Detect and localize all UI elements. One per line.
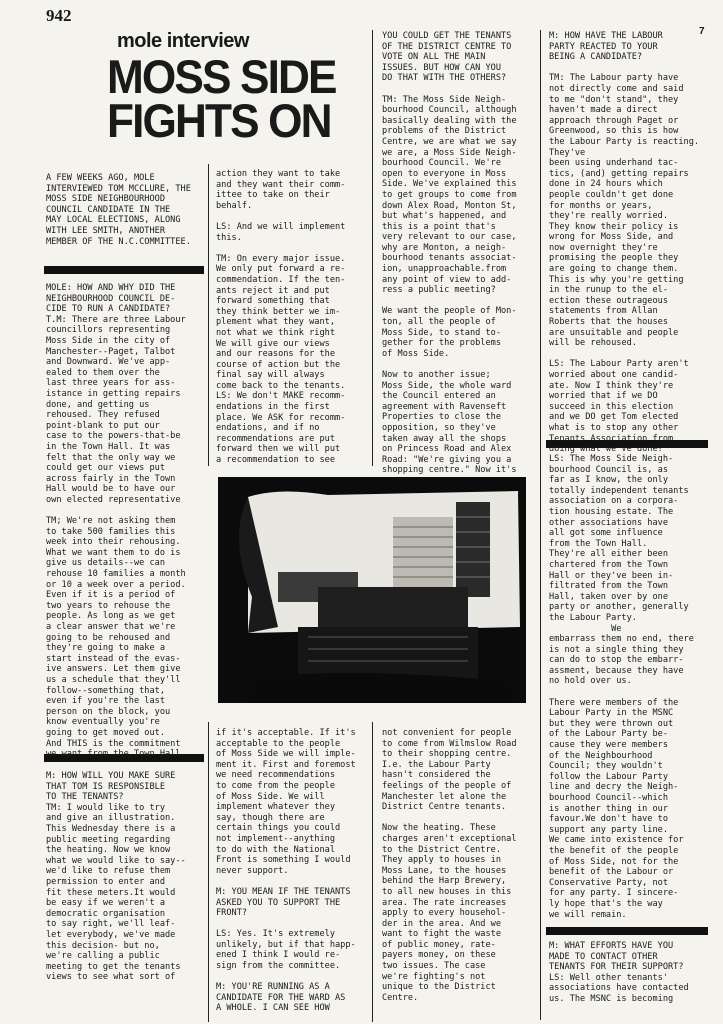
column-4-middle-text: LS: The Moss Side Neigh- bourhood Council is, as far as I know, the only totally independent tenants association on a corpora- tion housing estate. The other associations have all got some influence from the Town Hall. They're all either been chartered from the Town Hall or they've been in- filtrated from the Town Hall, taken over by one party or another, generally the Labour Party. We embarrass them no end, there is not a single thing they can do to stop the embarr- assment, because they have no hold over us. There were members of the Labour Party in the MSNC but they were thrown out of the Labour Party be- cause they were members of the Neighbourhood Council; they wouldn't follow the Labour Party line and decry the Neigh- bourhood Council--which is another thing in our favour.We don't have to support any party line. We came into existence for the benefit of the people of Moss Side, not for the benefit of the Labour or Conservative Party, not for any party. I sincere- ly hope that's the way we will remain. [549, 454, 694, 920]
section-bar [546, 927, 708, 935]
headline-line-2: FIGHTS ON [107, 94, 331, 147]
column-3-bottom-text: not convenient for people to come from Wilmslow Road to their shopping centre. I.e. the Labour Party hasn't considered the feelings of the people of Manchester let alone the District Centre tenants. Now the heating. These charges aren't exceptional to the District Centre. They apply to houses in Moss Lane, to the houses behind the Harp Brewery, to all new houses in this area. The rate increases apply to every househol- der in the area. And we want to fight the waste of public money, rate- payers money, on these two issues. The case we're fighting's not unique to the District Centre. [382, 728, 517, 1003]
tower-blocks-photo [218, 477, 526, 703]
column-1-bottom-text: M: HOW WILL YOU MAKE SURE THAT TOM IS RESPONSIBLE TO THE TENANTS? TM: I would like to try and give an illustration. This Wednesday there is a public meeting regarding the heating. Now we know what we would like to say-- we'd like to refuse them permission to enter and fit these meters.It would be easy if we weren't a democratic organisation to say right, we'll leaf- let everybody, we've made this decision- but no, we're calling a public meeting to get the tenants views to see what sort of [46, 771, 186, 983]
section-bar [44, 266, 204, 274]
headline-kicker: mole interview [117, 30, 249, 52]
column-rule [372, 722, 373, 1022]
photo-drawing [218, 477, 526, 703]
page-number: 942 [46, 6, 72, 25]
intro-text: A FEW WEEKS AGO, MOLE INTERVIEWED TOM MCCLURE, THE MOSS SIDE NEIGHBOURHOOD COUNCIL CANDIDATE IN THE MAY LOCAL ELECTIONS, ALONG WITH LEE SMITH, ANOTHER MEMBER OF THE N.C.COMMITTEE. [46, 173, 191, 247]
column-rule [208, 722, 209, 1022]
headline-line-1: MOSS SIDE [107, 50, 336, 103]
column-2-top-text: action they want to take and they want their comm- ittee to take on their behalf. LS: And we will implement this. TM: On every major issue. We only put forward a re- commendation. If the ten- ants reject it and put forward something that they think better we im- plement what they want, not what we think right We will give our views and our reasons for the course of action but the final say will always come back to the tenants. LS: We don't MAKE recomm- endations in the first place. We ASK for recomm- endations, and if no recommendations are put forward then we will put a recommendation to see [216, 169, 346, 466]
column-4-bottom-text: M: WHAT EFFORTS HAVE YOU MADE TO CONTACT OTHER TENANTS FOR THEIR SUPPORT? LS: Well other tenants' associations have contacted us. The MSNC is becoming [549, 941, 689, 1004]
column-rule [208, 164, 209, 466]
column-1-top-text: MOLE: HOW AND WHY DID THE NEIGHBOURHOOD COUNCIL DE- CIDE TO RUN A CANDIDATE? T.M: There are three Labour councillors representing Moss Side in the city of Manchester--Paget, Talbot and Downward. We've app- ealed to them over the last three years for ass- istance in getting repairs done, and getting us rehoused. They refused point-blank to put our case to the powers-that-be in the Town Hall. It was felt that the only way we could get our views put across fairly in the Town Hall would be to have our own elected representative TM; We're not asking them to take 500 families this week into their rehousing. What we want them to do is give us details--we can rehouse 10 families a month or 10 a week over a period. Even if it is a period of two years to rehouse the people. As long as we get a clear answer that we're going to be rehoused and they're going to make a start instead of the evas- ive answers. Let them give us a schedule that they'll follow--something that, even if you're the last person on the block, you know eventually you're going to get moved out. And THIS is the commitment we want from the Town Hall. [46, 283, 186, 760]
column-2-bottom-text: if it's acceptable. If it's acceptable to the people of Moss Side we will imple- ment it. First and foremost we need recommendations to come from the people of Moss Side. We will implement whatever they say, though there are certain things you could not implement--anything to do with the National Front is something I would never support. M: YOU MEAN IF THE TENANTS ASKED YOU TO SUPPORT THE FRONT? LS: Yes. It's extremely unlikely, but if that happ- ened I think I would re- sign from the committee. M: YOU'RE RUNNING AS A CANDIDATE FOR THE WARD AS A WHOLE. I CAN SEE HOW [216, 728, 356, 1014]
column-4-top-text: M: HOW HAVE THE LABOUR PARTY REACTED TO YOUR BEING A CANDIDATE? TM: The Labour party have not directly come and said to me "don't stand", they haven't made a direct approach through Paget or Greenwood, so this is how the Labour Party is reacting. They've been using underhand tac- tics, (and) getting repairs done in 24 hours which people couldn't get done for months or years, they're really worried. They know their policy is wrong for Moss Side, and now overnight they're promising the people they are going to change them. This is why you're getting in the runup to the el- ection these outrageous statements from Allan Roberts that the houses are unsuitable and people will be rehoused. LS: The Labour Party aren't worried about one candid- ate. Now I think they're worried that if we DO succeed in this election and we DO get Tom elected what is to stop any other Tenants Association from doing what we've done? [549, 31, 700, 455]
column-3-top-text: YOU COULD GET THE TENANTS OF THE DISTRICT CENTRE TO VOTE ON ALL THE MAIN ISSUES. BUT HOW CAN YOU DO THAT WITH THE OTHERS? TM: The Moss Side Neigh- bourhood Council, although basically dealing with the problems of the District Centre, we are what we say we are, a Moss Side Neigh- bourhood Council. We're open to everyone in Moss Side. We've explained this to get groups to come from down Alex Road, Monton St, but what's happened, and this is a point that's very relevant to our case, why are Monton, a neigh- bourhood tenants associat- ion, unapproachable.from any point of view to add- ress a public meeting? We want the people of Mon- ton, all the people of Moss Side, to stand to- gether for the problems of Moss Side. Now to another issue; Moss Side, the whole ward the Council entered an agreement with Ravenseft Properties to close the opposition, so they've taken away all the shops on Princess Road and Alex Road: "We're giving you a shopping centre." Now it's [382, 31, 517, 476]
column-rule [540, 30, 541, 1020]
column-rule [372, 30, 373, 466]
corner-page-number: 7 [699, 26, 705, 37]
